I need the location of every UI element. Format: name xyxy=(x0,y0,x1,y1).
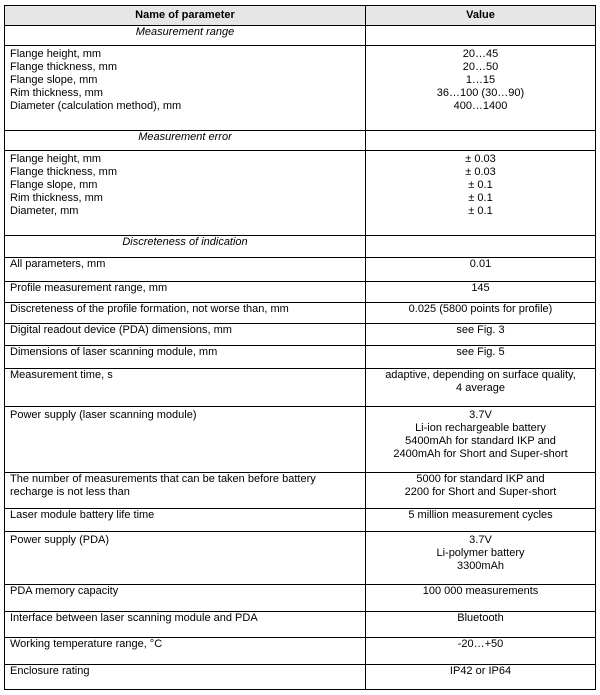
param-line: Laser module battery life time xyxy=(10,508,155,521)
table-row xyxy=(5,151,596,236)
param-line: Enclosure rating xyxy=(10,665,90,678)
table-row xyxy=(5,472,596,508)
param-line: Digital readout device (PDA) dimensions, mm xyxy=(10,324,232,337)
value-cell xyxy=(366,406,596,472)
value-line: 5000 for standard IKP and xyxy=(416,472,545,485)
table-row xyxy=(5,46,596,131)
param-line: PDA memory capacity xyxy=(10,584,119,597)
parameters-table xyxy=(4,5,596,690)
param-line: Diameter, mm xyxy=(10,205,79,218)
param-line: Rim thickness, mm xyxy=(10,192,103,205)
param-cell xyxy=(5,584,366,612)
param-line: Interface between laser scanning module and PDA xyxy=(10,612,258,625)
value-cell xyxy=(366,46,596,131)
value-line: ± 0.1 xyxy=(468,192,493,205)
section-blank xyxy=(366,236,596,258)
param-line: Rim thickness, mm xyxy=(10,87,103,100)
param-cell xyxy=(5,324,366,346)
param-line: Flange slope, mm xyxy=(10,74,98,87)
table-row xyxy=(5,368,596,406)
param-line: recharge is not less than xyxy=(10,485,130,498)
value-line: 100 000 measurements xyxy=(422,584,539,597)
table-row xyxy=(5,531,596,584)
section-row xyxy=(5,26,596,46)
table-row xyxy=(5,665,596,690)
param-line: Working temperature range, °C xyxy=(10,637,163,650)
value-line: -20…+50 xyxy=(457,637,504,650)
value-line: ± 0.03 xyxy=(465,166,496,179)
value-cell xyxy=(366,472,596,508)
value-line: 0.025 (5800 points for profile) xyxy=(408,302,553,315)
section-row xyxy=(5,131,596,151)
value-line: IP42 or IP64 xyxy=(449,665,512,678)
param-cell xyxy=(5,151,366,236)
param-line: Diameter (calculation method), mm xyxy=(10,100,182,113)
table-row xyxy=(5,612,596,637)
value-cell xyxy=(366,531,596,584)
section-blank xyxy=(366,131,596,151)
param-cell xyxy=(5,368,366,406)
param-cell xyxy=(5,281,366,302)
table-row xyxy=(5,302,596,323)
value-line: 3300mAh xyxy=(456,559,505,572)
value-cell xyxy=(366,258,596,281)
param-cell xyxy=(5,258,366,281)
value-cell xyxy=(366,508,596,531)
section-blank xyxy=(366,26,596,46)
value-line: 20…50 xyxy=(462,61,499,74)
value-line: Bluetooth xyxy=(457,612,504,625)
param-line: Flange thickness, mm xyxy=(10,61,117,74)
value-line: 4 average xyxy=(456,381,505,394)
param-cell xyxy=(5,46,366,131)
value-line: 36…100 (30…90) xyxy=(436,87,525,100)
header-value: Value xyxy=(366,6,596,26)
table-row xyxy=(5,637,596,665)
value-line: ± 0.03 xyxy=(465,153,496,166)
value-line: 2200 for Short and Super-short xyxy=(404,485,557,498)
value-cell xyxy=(366,281,596,302)
table-row xyxy=(5,258,596,281)
header-param: Name of parameter xyxy=(5,6,366,26)
value-line: Li-ion rechargeable battery xyxy=(415,421,546,434)
value-cell xyxy=(366,324,596,346)
value-cell xyxy=(366,637,596,665)
param-line: Dimensions of laser scanning module, mm xyxy=(10,346,218,359)
value-line: Li-polymer battery xyxy=(436,546,525,559)
value-cell xyxy=(366,302,596,323)
value-line: 0.01 xyxy=(469,258,492,271)
section-title: Measurement range xyxy=(5,26,366,46)
value-cell xyxy=(366,584,596,612)
section-title: Discreteness of indication xyxy=(5,236,366,258)
value-line: see Fig. 3 xyxy=(456,324,505,337)
param-cell xyxy=(5,346,366,368)
table-row xyxy=(5,281,596,302)
value-cell xyxy=(366,665,596,690)
table-row xyxy=(5,584,596,612)
param-line: All parameters, mm xyxy=(10,258,106,271)
section-title: Measurement error xyxy=(5,131,366,151)
value-line: 1…15 xyxy=(465,74,496,87)
value-line: 3.7V xyxy=(469,408,492,421)
param-cell xyxy=(5,406,366,472)
value-line: 5400mAh for standard IKP and xyxy=(405,434,556,447)
value-line: 400…1400 xyxy=(453,100,508,113)
param-line: Power supply (PDA) xyxy=(10,533,110,546)
section-row xyxy=(5,236,596,258)
value-line: ± 0.1 xyxy=(468,205,493,218)
param-line: Profile measurement range, mm xyxy=(10,281,168,294)
param-line: Flange thickness, mm xyxy=(10,166,117,179)
table-row xyxy=(5,406,596,472)
value-line: 5 million measurement cycles xyxy=(408,508,553,521)
param-line: Measurement time, s xyxy=(10,368,113,381)
param-cell xyxy=(5,531,366,584)
table-row xyxy=(5,346,596,368)
value-line: 145 xyxy=(471,281,490,294)
param-line: Flange height, mm xyxy=(10,48,102,61)
value-cell xyxy=(366,612,596,637)
param-line: Flange height, mm xyxy=(10,153,102,166)
value-line: 20…45 xyxy=(462,48,499,61)
value-line: ± 0.1 xyxy=(468,179,493,192)
value-line: adaptive, depending on surface quality, xyxy=(385,368,576,381)
value-cell xyxy=(366,346,596,368)
value-line: see Fig. 5 xyxy=(456,346,505,359)
value-line: 3.7V xyxy=(469,533,492,546)
param-cell xyxy=(5,472,366,508)
param-cell xyxy=(5,665,366,690)
param-line: Discreteness of the profile formation, not worse than, mm xyxy=(10,302,289,315)
param-cell xyxy=(5,302,366,323)
value-cell xyxy=(366,151,596,236)
table-row xyxy=(5,324,596,346)
value-cell xyxy=(366,368,596,406)
table-row xyxy=(5,508,596,531)
param-line: Flange slope, mm xyxy=(10,179,98,192)
value-line: 2400mAh for Short and Super-short xyxy=(393,447,568,460)
header-row xyxy=(5,6,596,26)
param-cell xyxy=(5,612,366,637)
param-line: Power supply (laser scanning module) xyxy=(10,408,197,421)
param-cell xyxy=(5,508,366,531)
param-line: The number of measurements that can be taken before battery xyxy=(10,472,316,485)
param-cell xyxy=(5,637,366,665)
